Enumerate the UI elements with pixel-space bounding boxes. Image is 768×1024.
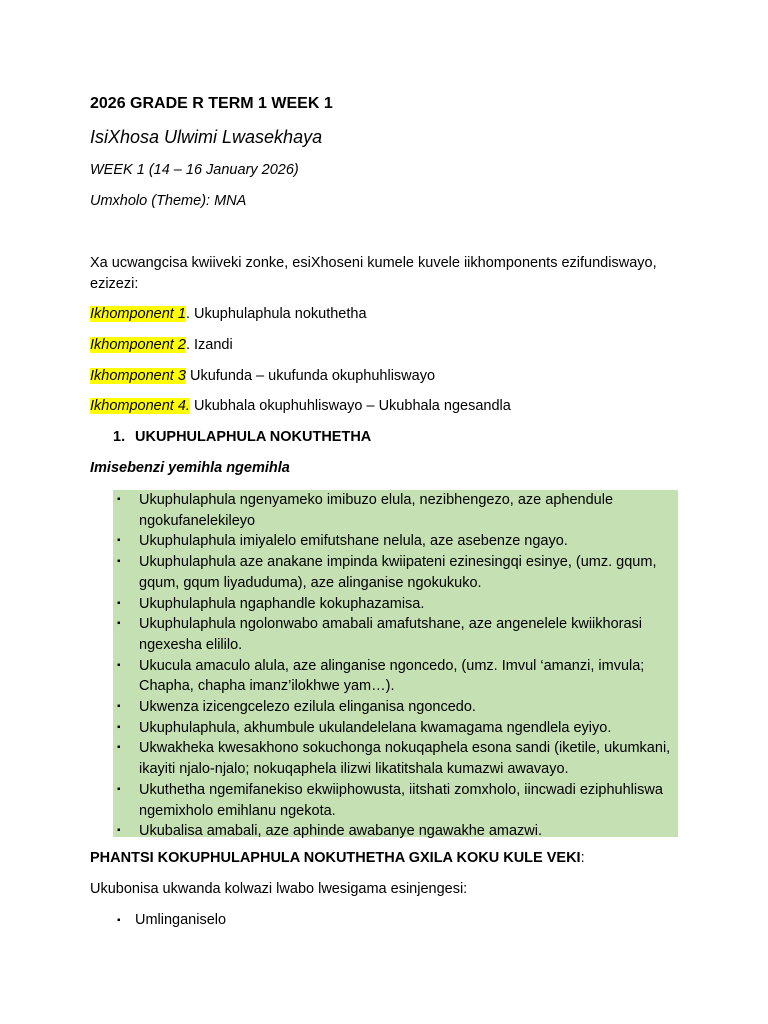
bullet-icon: ▪ — [117, 721, 121, 733]
component-2-text: . Izandi — [185, 337, 233, 353]
bullet-icon: ▪ — [117, 659, 121, 671]
below-list — [113, 910, 226, 931]
theme-heading: Umxholo (Theme): MNA — [90, 193, 247, 209]
below-heading-colon: : — [580, 850, 585, 866]
activity-item — [113, 821, 678, 842]
activity-item — [113, 614, 678, 655]
section-1-title: UKUPHULAPHULA NOKUTHETHA — [135, 429, 372, 445]
activity-item-text: Ukwakheka kwesakhono sokuchonga nokuqaphela esona sandi (iketile, ukumkani, ikayiti njalo-njalo; nokuqaphela ilizwi likatitshala kumazwi awavayo. — [139, 740, 671, 778]
component-3 — [90, 368, 435, 384]
activity-item — [113, 718, 678, 739]
bullet-icon: ▪ — [117, 535, 121, 547]
component-4-text: Ukubhala okuphuhliswayo – Ukubhala ngesandla — [189, 398, 511, 414]
activity-item-text: Ukubalisa amabali, aze aphinde awabanye ngawakhe amazwi. — [139, 823, 543, 840]
component-2-label: Ikhomponent 2 — [90, 337, 186, 353]
bullet-icon: ▪ — [117, 915, 121, 926]
activities-list — [113, 490, 678, 842]
activity-item — [113, 656, 678, 697]
section-1-number: 1. — [113, 429, 126, 445]
component-1 — [90, 306, 367, 322]
component-3-text: Ukufunda – ukufunda okuphuhliswayo — [185, 368, 436, 384]
activity-item — [113, 594, 678, 615]
activities-heading: Imisebenzi yemihla ngemihla — [90, 460, 290, 476]
activity-item-text: Ukuphulaphula aze anakane impinda kwiipateni ezinesingqi esinye, (umz. gqum, gqum, gqum liyaduduma), aze alinganise ngokukuko. — [139, 554, 657, 591]
below-intro: Ukubonisa ukwanda kolwazi lwabo lwesigama esinjengesi: — [90, 881, 468, 897]
activity-item — [113, 780, 678, 821]
component-4 — [90, 398, 511, 414]
bullet-icon: ▪ — [117, 701, 121, 713]
activity-item-text: Ukucula amaculo alula, aze alinganise ngoncedo, (umz. Imvul ‘amanzi, imvula; Chapha, chapha imanz’ilokhwe yam…). — [139, 657, 645, 695]
component-4-label: Ikhomponent 4. — [90, 398, 190, 414]
component-1-text: . Ukuphulaphula nokuthetha — [185, 306, 367, 322]
week-heading: WEEK 1 (14 – 16 January 2026) — [90, 162, 299, 178]
component-3-label: Ikhomponent 3 — [90, 368, 186, 384]
section-1-heading — [113, 429, 371, 445]
activity-item-text: Ukuthetha ngemifanekiso ekwiiphowusta, iitshati zomxholo, iincwadi eziphuhliswa ngemixholo emihlanu ngekota. — [139, 781, 663, 819]
component-2 — [90, 337, 233, 353]
activity-item-text: Ukuphulaphula, akhumbule ukulandelelana kwamagama ngendlela eyiyo. — [139, 719, 612, 736]
bullet-icon: ▪ — [117, 742, 121, 754]
activity-item-text: Ukuphulaphula ngaphandle kokuphazamisa. — [139, 595, 425, 612]
bullet-icon: ▪ — [117, 618, 121, 630]
intro-paragraph: Xa ucwangcisa kwiiveki zonke, esiXhoseni kumele kuvele iikhomponents ezifundiswayo, ezizezi: — [90, 255, 657, 292]
bullet-icon: ▪ — [117, 825, 121, 837]
activity-item — [113, 490, 678, 531]
below-heading-text: PHANTSI KOKUPHULAPHULA NOKUTHETHA GXILA KOKU KULE VEKI — [90, 850, 581, 866]
activity-item-text: Ukuphulaphula ngenyameko imibuzo elula, nezibhengezo, aze aphendule ngokufanelekileyo — [139, 492, 614, 529]
component-1-label: Ikhomponent 1 — [90, 306, 186, 322]
bullet-icon: ▪ — [117, 556, 121, 568]
bullet-icon: ▪ — [117, 597, 121, 609]
activity-item — [113, 552, 678, 593]
activity-item-text: Ukuphulaphula imiyalelo emifutshane nelula, aze asebenze ngayo. — [139, 533, 568, 550]
activity-item — [113, 531, 678, 552]
bullet-icon: ▪ — [117, 494, 121, 505]
below-heading — [90, 850, 585, 866]
below-item — [113, 910, 226, 931]
activity-item — [113, 738, 678, 779]
activity-item-text: Ukuphulaphula ngolonwabo amabali amafutshane, aze angenelele kwiikhorasi ngexesha elililo. — [139, 616, 643, 653]
bullet-icon: ▪ — [117, 783, 121, 795]
document-title: 2026 GRADE R TERM 1 WEEK 1 — [90, 95, 333, 112]
subject-heading: IsiXhosa Ulwimi Lwasekhaya — [90, 127, 323, 147]
below-item-text: Umlinganiselo — [135, 912, 227, 928]
activity-item — [113, 697, 678, 718]
activity-item-text: Ukwenza izicengcelezo ezilula elinganisa ngoncedo. — [139, 699, 476, 716]
